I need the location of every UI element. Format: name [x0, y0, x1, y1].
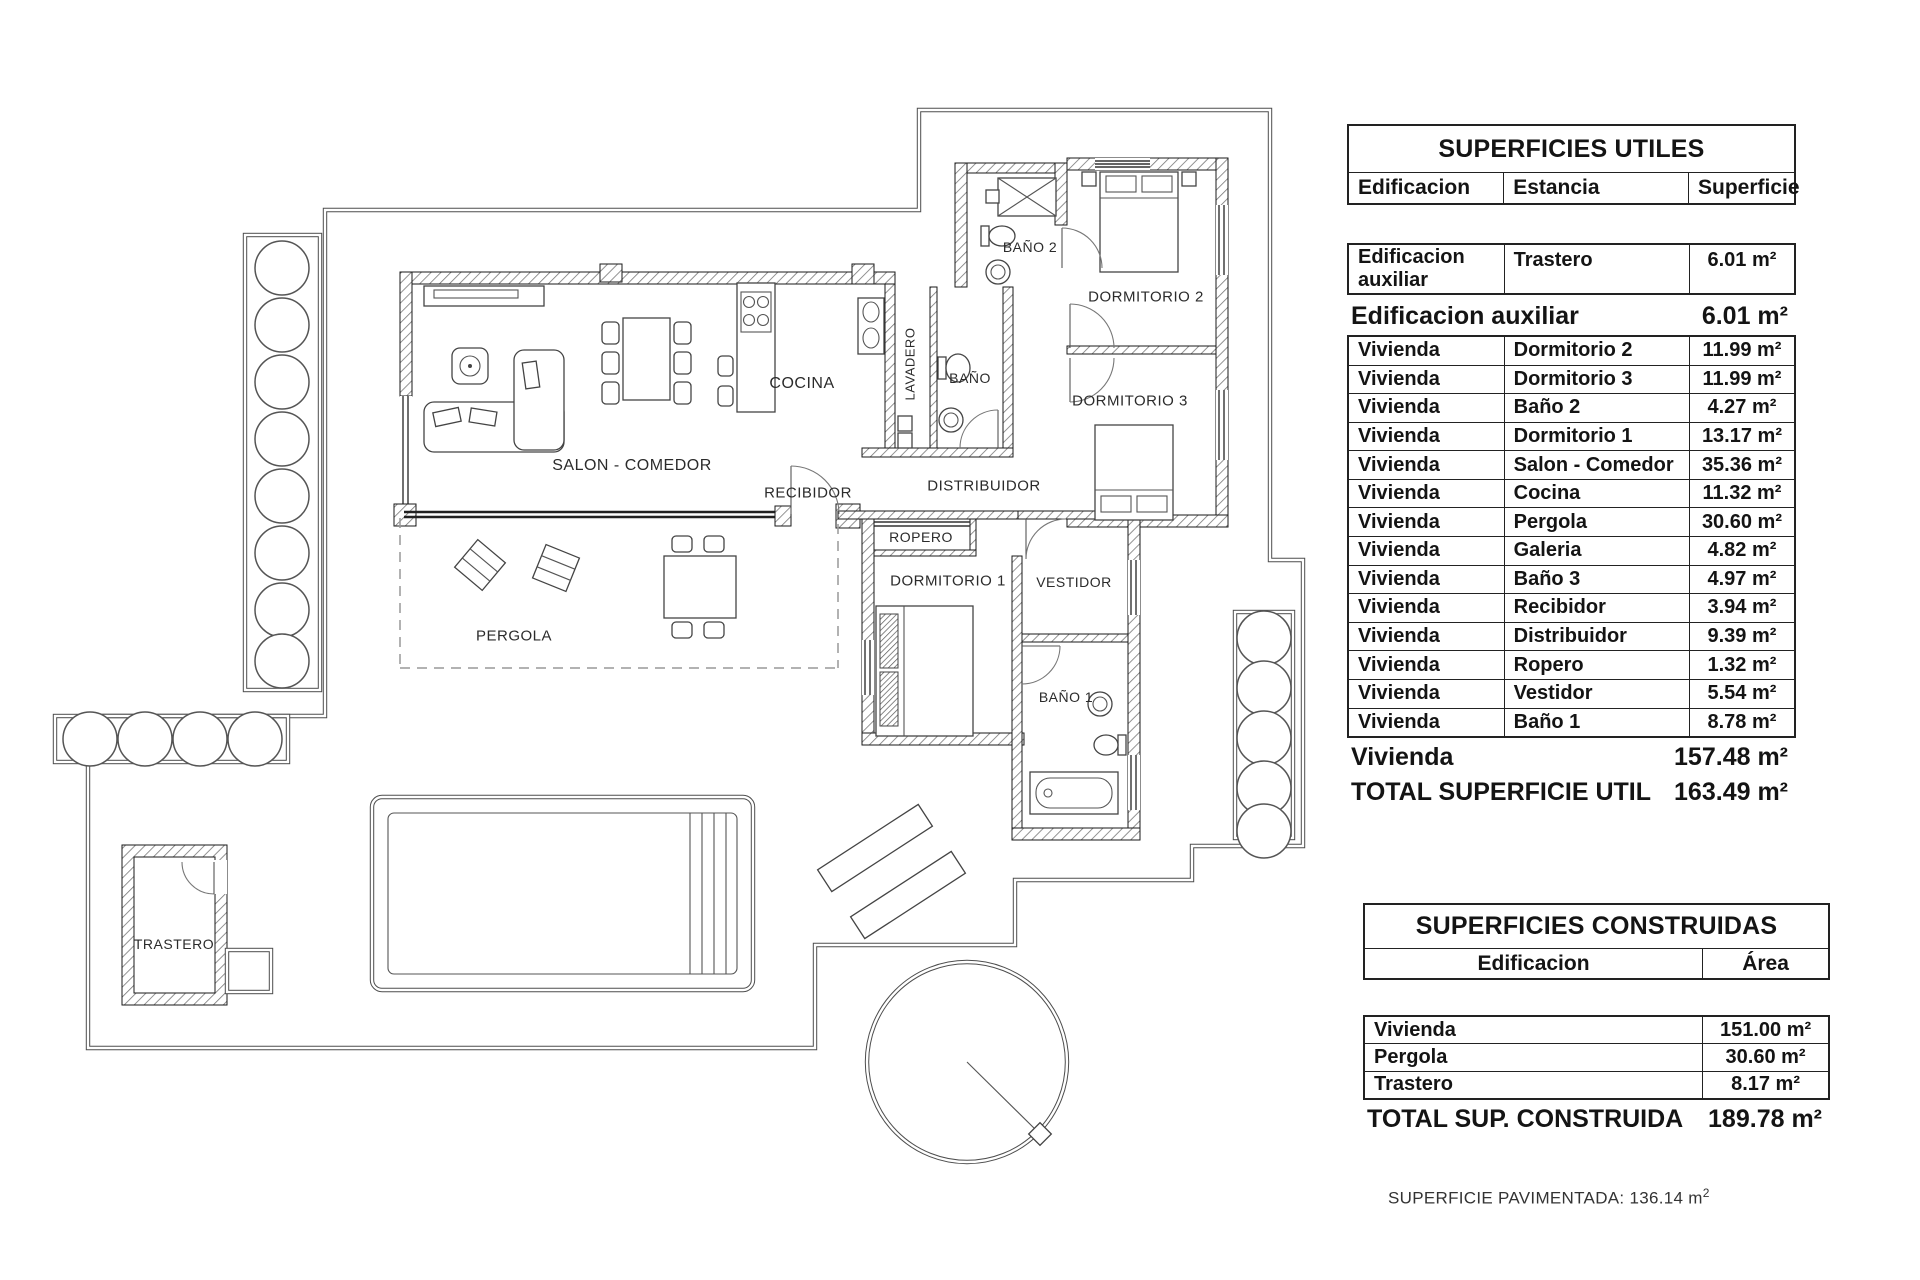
construidas-total — [1367, 1103, 1822, 1135]
cell-estancia: Salon - Comedor — [1504, 451, 1689, 479]
terrace — [818, 804, 1067, 1162]
cell-area: 30.60 m² — [1702, 1044, 1828, 1070]
construidas-col-edificacion: Edificacion — [1477, 951, 1590, 975]
room-label-cocina: COCINA — [769, 375, 835, 392]
cell-superficie: 11.99 m² — [1689, 337, 1794, 365]
cell-edificacion: Vivienda — [1358, 453, 1440, 476]
cell-estancia: Baño 2 — [1504, 394, 1689, 422]
cell-superficie: 8.78 m² — [1689, 709, 1794, 737]
room-label-bano2: BAÑO 2 — [1002, 239, 1058, 255]
cell-edificacion: Vivienda — [1358, 396, 1440, 419]
utiles-total-value: 163.49 m² — [1674, 777, 1788, 806]
construidas-header-box — [1363, 903, 1830, 980]
room-label-lavadero: LAVADERO — [902, 327, 918, 401]
room-label-vestidor: VESTIDOR — [1036, 574, 1112, 590]
table-row — [1349, 650, 1794, 679]
cell-edificacion: Vivienda — [1358, 710, 1440, 733]
cell-superficie: 3.94 m² — [1689, 594, 1794, 622]
utiles-header-box — [1347, 124, 1800, 205]
cell-superficie: 35.36 m² — [1689, 451, 1794, 479]
cell-estancia: Recibidor — [1504, 594, 1689, 622]
construidas-total-value: 189.78 m² — [1708, 1104, 1822, 1133]
cell-estancia: Baño 3 — [1504, 566, 1689, 594]
room-label-trastero: TRASTERO — [133, 936, 215, 952]
table-row — [1349, 479, 1794, 508]
cell-superficie: 9.39 m² — [1689, 623, 1794, 651]
table-row — [1349, 393, 1794, 422]
table-row — [1365, 1071, 1828, 1098]
construidas-total-label: TOTAL SUP. CONSTRUIDA — [1367, 1104, 1684, 1133]
cell-estancia: Baño 1 — [1504, 709, 1689, 737]
cell-superficie: 13.17 m² — [1689, 423, 1794, 451]
cell-edificacion: Vivienda — [1358, 425, 1440, 448]
cell-edificacion: Trastero — [1374, 1073, 1453, 1096]
cell-edificacion: Vivienda — [1374, 1018, 1456, 1041]
cell-edificacion: Vivienda — [1358, 653, 1440, 676]
table-row — [1349, 593, 1794, 622]
cell-edificacion: Vivienda — [1358, 625, 1440, 648]
cell-estancia: Ropero — [1504, 651, 1689, 679]
paved-surface-note — [1388, 1186, 1710, 1209]
cell-estancia: Distribuidor — [1504, 623, 1689, 651]
table-row — [1365, 1043, 1828, 1070]
cell-edificacion: Vivienda — [1358, 539, 1440, 562]
vivienda-subtotal-label: Vivienda — [1351, 742, 1454, 771]
utiles-col-estancia: Estancia — [1503, 173, 1688, 203]
room-label-pergola: PERGOLA — [475, 627, 553, 645]
cell-edificacion: Vivienda — [1358, 339, 1440, 362]
construidas-col-area: Área — [1702, 949, 1828, 978]
room-label-dormitorio2: DORMITORIO 2 — [1088, 288, 1204, 306]
paved-surface-sup: 2 — [1702, 1186, 1710, 1200]
aux-subtotal-label: Edificacion auxiliar — [1351, 301, 1579, 330]
utiles-aux-subtotal — [1351, 300, 1788, 332]
cell-area: 151.00 m² — [1702, 1017, 1828, 1043]
cell-estancia: Pergola — [1504, 508, 1689, 536]
construidas-rows-box — [1363, 1015, 1830, 1100]
cell-edificacion: Vivienda — [1358, 596, 1440, 619]
table-row — [1365, 1017, 1828, 1043]
cell-edificacion: Vivienda — [1358, 682, 1440, 705]
room-label-dormitorio1: DORMITORIO 1 — [890, 572, 1006, 590]
cell-estancia: Cocina — [1504, 480, 1689, 508]
cell-aux-estancia: Trastero — [1504, 245, 1689, 293]
table-row — [1349, 708, 1794, 737]
utiles-aux-row — [1347, 243, 1796, 295]
cell-superficie: 11.99 m² — [1689, 366, 1794, 394]
utiles-col-superficie: Superficie — [1688, 173, 1794, 203]
table-row — [1349, 536, 1794, 565]
table-row — [1349, 565, 1794, 594]
cell-edificacion: Vivienda — [1358, 482, 1440, 505]
cell-superficie: 30.60 m² — [1689, 508, 1794, 536]
cell-superficie: 4.82 m² — [1689, 537, 1794, 565]
room-label-ropero: ROPERO — [889, 529, 953, 545]
construidas-title: SUPERFICIES CONSTRUIDAS — [1415, 912, 1778, 940]
pergola-area — [400, 518, 838, 668]
utiles-total — [1351, 776, 1788, 808]
table-row — [1349, 679, 1794, 708]
table-row — [1349, 422, 1794, 451]
cell-estancia: Vestidor — [1504, 680, 1689, 708]
room-label-dormitorio3: DORMITORIO 3 — [1072, 392, 1188, 410]
superficies-utiles-table — [1347, 124, 1800, 814]
cell-aux-edificacion: Edificacion auxiliar — [1358, 246, 1465, 291]
cell-superficie: 4.97 m² — [1689, 566, 1794, 594]
room-label-distribuidor: DISTRIBUIDOR — [927, 477, 1041, 495]
room-label-bano1: BAÑO 1 — [1038, 689, 1094, 705]
table-row — [1349, 365, 1794, 394]
vivienda-subtotal-value: 157.48 m² — [1674, 742, 1788, 771]
cell-edificacion: Vivienda — [1358, 510, 1440, 533]
cell-estancia: Dormitorio 2 — [1504, 337, 1689, 365]
trastero-building — [122, 845, 271, 1005]
table-row — [1349, 337, 1794, 365]
cell-aux-superficie: 6.01 m² — [1689, 245, 1794, 293]
paved-surface-text: SUPERFICIE PAVIMENTADA: 136.14 m — [1388, 1188, 1703, 1208]
cell-estancia: Dormitorio 1 — [1504, 423, 1689, 451]
table-row — [1349, 622, 1794, 651]
utiles-col-edificacion: Edificacion — [1358, 176, 1471, 199]
aux-subtotal-value: 6.01 m² — [1701, 301, 1788, 330]
cell-superficie: 5.54 m² — [1689, 680, 1794, 708]
superficies-construidas-table — [1363, 903, 1830, 1143]
room-label-bano: BAÑO — [949, 370, 991, 386]
table-row — [1349, 450, 1794, 479]
cell-edificacion: Vivienda — [1358, 367, 1440, 390]
cell-superficie: 4.27 m² — [1689, 394, 1794, 422]
utiles-rows-box — [1347, 335, 1796, 738]
cell-edificacion: Vivienda — [1358, 567, 1440, 590]
utiles-total-label: TOTAL SUPERFICIE UTIL — [1351, 777, 1652, 806]
room-label-salon-comedor: SALON - COMEDOR — [552, 457, 712, 474]
cell-edificacion: Pergola — [1374, 1045, 1448, 1068]
cell-estancia: Galeria — [1504, 537, 1689, 565]
utiles-vivienda-subtotal — [1351, 742, 1788, 772]
cell-superficie: 11.32 m² — [1689, 480, 1794, 508]
cell-superficie: 1.32 m² — [1689, 651, 1794, 679]
utiles-title: SUPERFICIES UTILES — [1438, 134, 1705, 163]
cell-area: 8.17 m² — [1702, 1072, 1828, 1098]
cell-estancia: Dormitorio 3 — [1504, 366, 1689, 394]
room-label-recibidor: RECIBIDOR — [764, 484, 852, 502]
pool — [372, 797, 753, 990]
table-row — [1349, 507, 1794, 536]
